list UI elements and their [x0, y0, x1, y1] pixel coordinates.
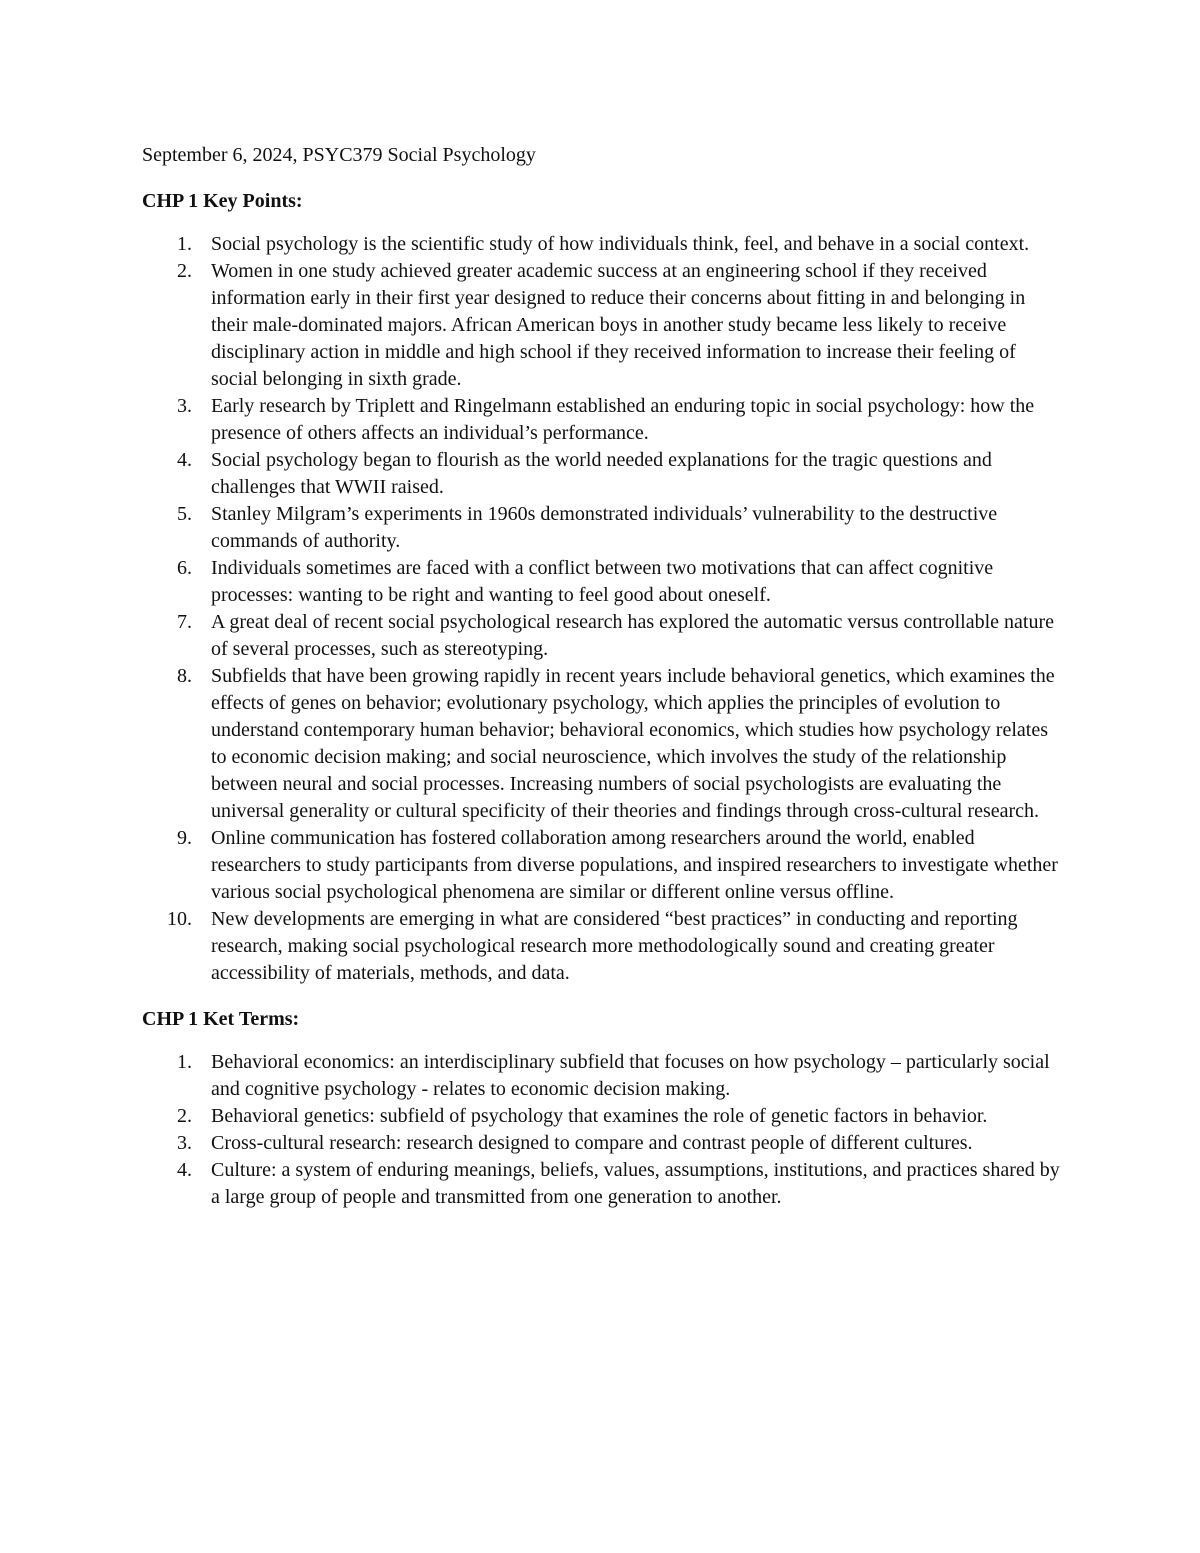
list-item-text: Stanley Milgram’s experiments in 1960s demonstrated individuals’ vulnerability to the destructive commands of authority.	[211, 503, 998, 552]
list-number: 7.	[177, 611, 192, 633]
list-item-text: Early research by Triplett and Ringelmann established an enduring topic in social psychology: how the presence of others affects an individual’s performance.	[211, 395, 1035, 444]
key-point-item	[142, 609, 1062, 663]
list-number: 8.	[177, 665, 192, 687]
list-item-text: Cross-cultural research: research designed to compare and contrast people of different cultures.	[211, 1132, 973, 1154]
list-number: 3.	[177, 1132, 192, 1154]
key-terms-heading: CHP 1 Ket Terms:	[142, 1008, 300, 1030]
list-number: 2.	[177, 260, 192, 282]
key-points-list	[142, 231, 1062, 987]
key-point-item	[142, 555, 1062, 609]
list-item-text: New developments are emerging in what are considered “best practices” in conducting and reporting research, making social psychological research more methodologically sound and creating greater accessibility of materials, methods, and data.	[211, 908, 1018, 984]
list-number: 3.	[177, 395, 192, 417]
list-number: 10.	[167, 908, 192, 930]
key-terms-list	[142, 1049, 1062, 1211]
key-point-item	[142, 906, 1062, 987]
key-term-item	[142, 1103, 1062, 1130]
list-number: 5.	[177, 503, 192, 525]
list-item-text: Social psychology is the scientific study of how individuals think, feel, and behave in a social context.	[211, 233, 1030, 255]
key-point-item	[142, 447, 1062, 501]
list-number: 1.	[177, 1051, 192, 1073]
list-item-text: Behavioral genetics: subfield of psychology that examines the role of genetic factors in behavior.	[211, 1105, 988, 1127]
list-item-text: Behavioral economics: an interdisciplinary subfield that focuses on how psychology – particularly social and cognitive psychology - relates to economic decision making.	[211, 1051, 1050, 1100]
list-number: 1.	[177, 233, 192, 255]
document-header: September 6, 2024, PSYC379 Social Psychology	[142, 144, 536, 166]
key-point-item	[142, 501, 1062, 555]
key-term-item	[142, 1130, 1062, 1157]
key-point-item	[142, 258, 1062, 393]
list-number: 4.	[177, 449, 192, 471]
list-item-text: Online communication has fostered collaboration among researchers around the world, enabled researchers to study participants from diverse populations, and inspired researchers to investigate whether various social psychological phenomena are similar or different online versus offline.	[211, 827, 1058, 903]
key-point-item	[142, 231, 1062, 258]
key-term-item	[142, 1157, 1062, 1211]
list-item-text: Culture: a system of enduring meanings, beliefs, values, assumptions, institutions, and practices shared by a large group of people and transmitted from one generation to another.	[211, 1159, 1060, 1208]
key-term-item	[142, 1049, 1062, 1103]
list-item-text: Women in one study achieved greater academic success at an engineering school if they received information early in their first year designed to reduce their concerns about fitting in and belonging in their male-dominated majors. African American boys in another study became less likely to receive disciplinary action in middle and high school if they received information to increase their feeling of social belonging in sixth grade.	[211, 260, 1026, 390]
key-points-heading: CHP 1 Key Points:	[142, 190, 303, 212]
key-point-item	[142, 393, 1062, 447]
list-number: 9.	[177, 827, 192, 849]
list-number: 4.	[177, 1159, 192, 1181]
document-body	[142, 142, 1062, 1230]
list-item-text: Subfields that have been growing rapidly in recent years include behavioral genetics, which examines the effects of genes on behavior; evolutionary psychology, which applies the principles of evolution to understand contemporary human behavior; behavioral economics, which studies how psychology relates to economic decision making; and social neuroscience, which involves the study of the relationship between neural and social processes. Increasing numbers of social psychologists are evaluating the universal generality or cultural specificity of their theories and findings through cross-cultural research.	[211, 665, 1055, 822]
key-point-item	[142, 663, 1062, 825]
list-number: 6.	[177, 557, 192, 579]
list-item-text: Individuals sometimes are faced with a conflict between two motivations that can affect cognitive processes: wanting to be right and wanting to feel good about oneself.	[211, 557, 994, 606]
list-number: 2.	[177, 1105, 192, 1127]
list-item-text: A great deal of recent social psychological research has explored the automatic versus controllable nature of several processes, such as stereotyping.	[211, 611, 1054, 660]
key-point-item	[142, 825, 1062, 906]
list-item-text: Social psychology began to flourish as the world needed explanations for the tragic questions and challenges that WWII raised.	[211, 449, 992, 498]
